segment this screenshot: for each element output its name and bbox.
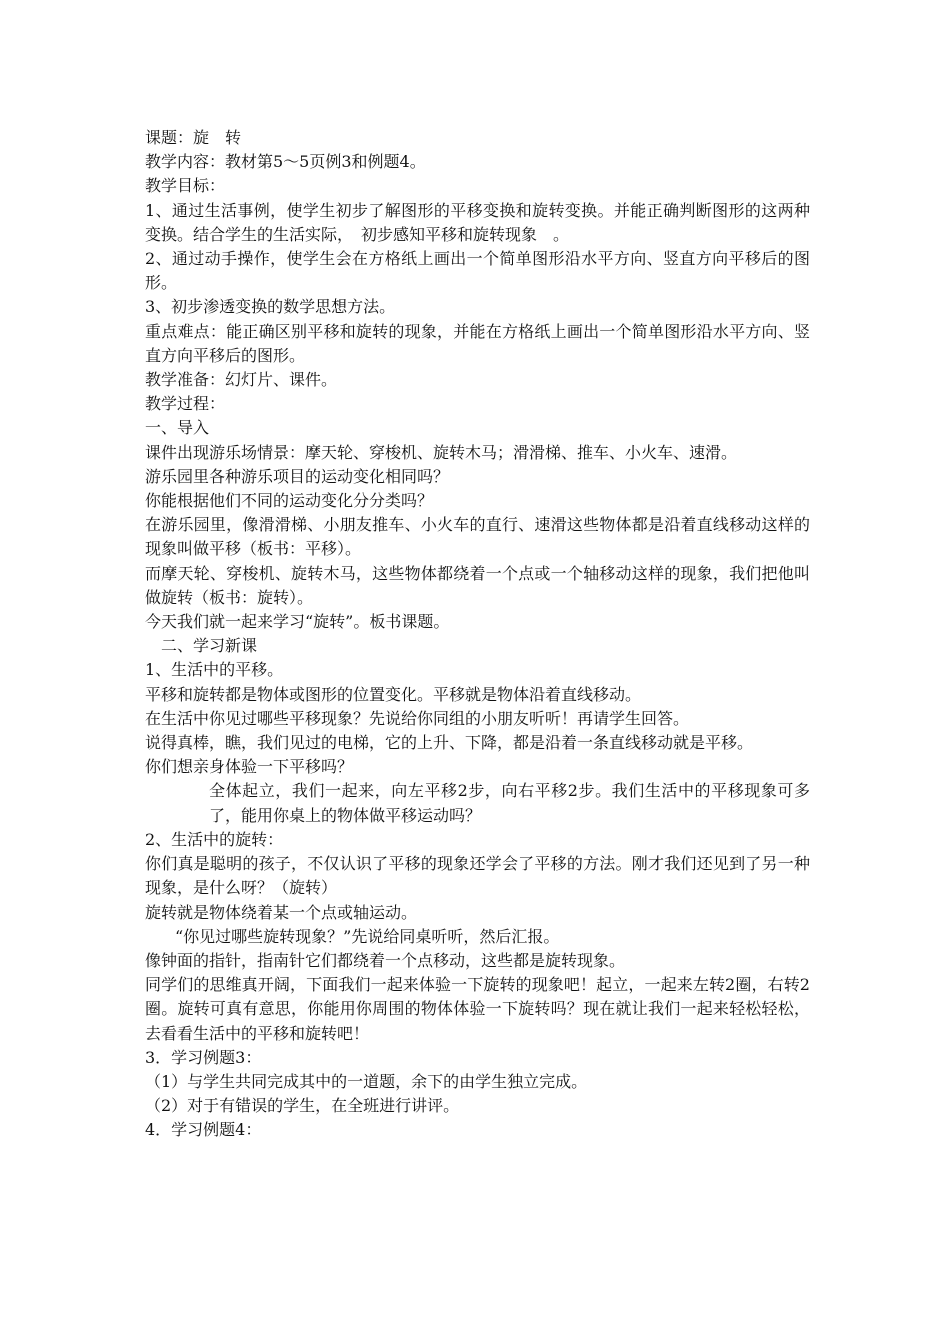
teaching-preparation: 教学准备：幻灯片、课件。 (145, 370, 338, 390)
subsection-translation-heading: 1、生活中的平移。 (145, 660, 284, 680)
example-3-step-2: （2）对于有错误的学生，在全班进行讲评。 (145, 1096, 460, 1116)
document-page (145, 126, 810, 1143)
paragraph: 你能根据他们不同的运动变化分分类吗？ (145, 491, 434, 511)
section-intro-heading: 一、导入 (145, 418, 210, 438)
paragraph: 全体起立，我们一起来，向左平移2步，向右平移2步。我们生活中的平移现象可多了，能用你桌上的物体做平移运动吗？ (209, 781, 810, 825)
paragraph: 说得真棒，瞧，我们见过的电梯，它的上升、下降，都是沿着一条直线移动就是平移。 (145, 733, 754, 753)
paragraph: 平移和旋转都是物体或图形的位置变化。平移就是物体沿着直线移动。 (145, 684, 642, 704)
teaching-goals-heading: 教学目标： (145, 176, 226, 196)
paragraph: 像钟面的指针，指南针它们都绕着一个点移动，这些都是旋转现象。 (145, 950, 626, 970)
goal-3: 3、初步渗透变换的数学思想方法。 (145, 297, 396, 317)
example-3-step-1: （1）与学生共同完成其中的一道题，余下的由学生独立完成。 (145, 1071, 588, 1091)
subsection-rotation-heading: 2、生活中的旋转： (145, 829, 284, 849)
key-points: 重点难点：能正确区别平移和旋转的现象，并能在方格纸上画出一个简单图形沿水平方向、竖直方向平移后的图形。 (145, 321, 810, 365)
paragraph: 今天我们就一起来学习“旋转”。板书课题。 (145, 612, 450, 632)
teaching-process-heading: 教学过程： (145, 394, 226, 414)
paragraph: 在生活中你见过哪些平移现象？先说给你同组的小朋友听听！再请学生回答。 (145, 708, 690, 728)
example-4-heading: 4．学习例题4： (145, 1120, 262, 1140)
teaching-content: 教学内容：教材第5～5页例3和例题4。 (145, 152, 426, 172)
paragraph: 你们想亲身体验一下平移吗？ (145, 757, 354, 777)
paragraph: 游乐园里各种游乐项目的运动变化相同吗？ (145, 466, 450, 486)
goal-1: 1、通过生活事例，使学生初步了解图形的平移变换和旋转变换。并能正确判断图形的这两种变换。结合学生的生活实际， 初步感知平移和旋转现象 。 (145, 200, 810, 244)
example-3-heading: 3．学习例题3： (145, 1047, 262, 1067)
paragraph: 课件出现游乐场情景：摩天轮、穿梭机、旋转木马；滑滑梯、推车、小火车、速滑。 (145, 442, 738, 462)
paragraph: 同学们的思维真开阔，下面我们一起来体验一下旋转的现象吧！起立，一起来左转2圈，右转2圈。旋转可真有意思，你能用你周围的物体体验一下旋转吗？现在就让我们一起来轻松轻松，去看看生活中的平移和旋转吧！ (145, 975, 810, 1043)
paragraph: 而摩天轮、穿梭机、旋转木马，这些物体都绕着一个点或一个轴移动这样的现象，我们把他叫做旋转（板书：旋转）。 (145, 563, 810, 607)
paragraph: 在游乐园里，像滑滑梯、小朋友推车、小火车的直行、速滑这些物体都是沿着直线移动这样的现象叫做平移（板书：平移）。 (145, 515, 810, 559)
goal-2: 2、通过动手操作，使学生会在方格纸上画出一个简单图形沿水平方向、竖直方向平移后的图形。 (145, 249, 810, 293)
paragraph: 你们真是聪明的孩子，不仅认识了平移的现象还学会了平移的方法。刚才我们还见到了另一种现象，是什么呀？（旋转） (145, 854, 810, 898)
lesson-title: 课题：旋 转 (145, 128, 242, 147)
section-new-lesson-heading: 二、学习新课 (161, 636, 258, 656)
paragraph: 旋转就是物体绕着某一个点或轴运动。 (145, 902, 418, 922)
paragraph: “你见过哪些旋转现象？”先说给同桌听听，然后汇报。 (175, 926, 560, 946)
